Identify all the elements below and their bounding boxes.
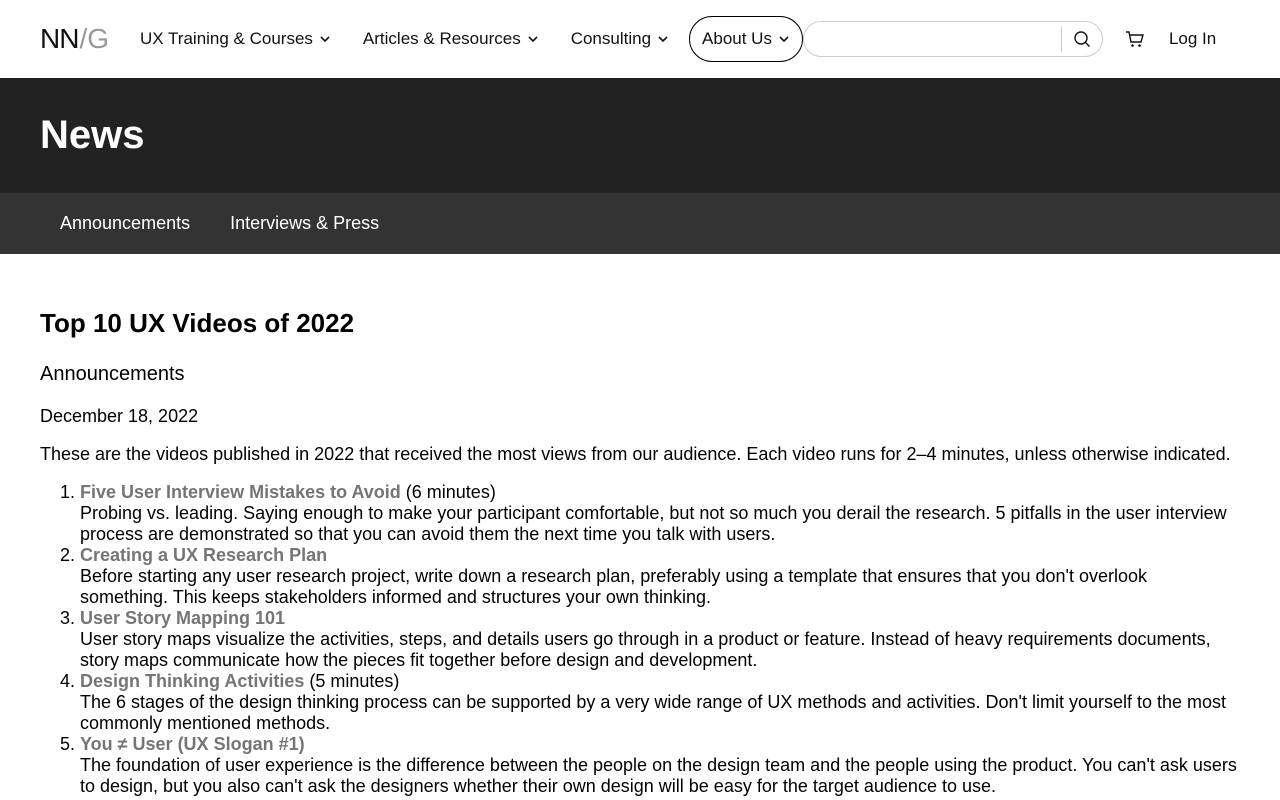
- logo-nn: NN: [40, 23, 79, 54]
- video-duration: (6 minutes): [400, 481, 496, 502]
- logo-g: G: [87, 23, 109, 54]
- article-category: Announcements: [40, 363, 185, 385]
- video-link[interactable]: User Story Mapping 101: [80, 607, 286, 628]
- list-item: [80, 734, 1240, 797]
- nav-item-label: Consulting: [570, 29, 652, 48]
- subnav-item-announcements[interactable]: Announcements: [60, 213, 191, 233]
- chevron-down-icon: [778, 33, 790, 45]
- nav-item-label: About Us: [702, 29, 772, 48]
- nav-item-label: Articles & Resources: [362, 29, 521, 48]
- search-icon: [1073, 30, 1091, 48]
- video-link[interactable]: Five User Interview Mistakes to Avoid: [80, 481, 401, 502]
- search-button[interactable]: [1062, 22, 1102, 56]
- search-box: [803, 21, 1103, 57]
- video-link[interactable]: Creating a UX Research Plan: [80, 544, 328, 565]
- video-description: The 6 stages of the design thinking process can be supported by a very wide range of UX methods and activities. Don't limit yourself to the most commonly mentioned methods.: [80, 691, 1227, 733]
- chevron-down-icon: [657, 33, 669, 45]
- page-title: News: [40, 113, 145, 157]
- search-input[interactable]: [804, 22, 1061, 56]
- list-item: [80, 545, 1240, 608]
- nav-item-label: UX Training & Courses: [140, 29, 313, 48]
- article-intro: These are the videos published in 2022 that received the most views from our audience. Each video runs for 2–4 minutes, unless otherwise indicated.: [40, 444, 1231, 464]
- sub-navigation: [0, 193, 1280, 254]
- video-link[interactable]: Design Thinking Activities: [80, 670, 305, 691]
- list-item: [80, 671, 1240, 734]
- nav-item-ux-training[interactable]: [128, 16, 343, 62]
- video-description: Before starting any user research project, write down a research plan, preferably using a template that ensures that you don't overlook something. This keeps stakeholders informed and structures your own thinking.: [80, 565, 1148, 607]
- video-description: Probing vs. leading. Saying enough to make your participant comfortable, but not so much you derail the research. 5 pitfalls in the user interview process are demonstrated so that you can avoid them the next time you talk with users.: [80, 502, 1227, 544]
- nng-logo[interactable]: [40, 24, 108, 54]
- list-item: [80, 482, 1240, 545]
- video-link[interactable]: You ≠ User (UX Slogan #1): [80, 733, 305, 754]
- login-link[interactable]: Log In: [1168, 29, 1217, 48]
- nav-item-consulting[interactable]: [559, 16, 681, 62]
- video-list: [40, 482, 1240, 797]
- article-date: December 18, 2022: [40, 406, 199, 426]
- video-description: User story maps visualize the activities, steps, and details users go through in a product or feature. Instead of heavy requirements documents, story maps communicate how the pieces fit together before design and development.: [80, 628, 1211, 670]
- chevron-down-icon: [527, 33, 539, 45]
- top-navigation: [0, 0, 1280, 78]
- logo-slash: /: [79, 23, 87, 54]
- nav-item-about-us[interactable]: [689, 16, 803, 62]
- article-title: Top 10 UX Videos of 2022: [40, 308, 355, 338]
- chevron-down-icon: [319, 33, 331, 45]
- subnav-item-interviews-press[interactable]: Interviews & Press: [230, 213, 380, 233]
- video-duration: (5 minutes): [304, 670, 400, 691]
- list-item: [80, 608, 1240, 671]
- cart-button[interactable]: [1123, 27, 1147, 51]
- nav-item-articles[interactable]: [351, 16, 551, 62]
- cart-icon: [1125, 30, 1145, 48]
- page-hero: [0, 78, 1280, 193]
- video-description: The foundation of user experience is the difference between the people on the design team and the people using the product. You can't ask users to design, but you also can't ask the designers whether their own design will be easy for the target audience to use.: [80, 754, 1237, 796]
- article-content: [0, 254, 1280, 797]
